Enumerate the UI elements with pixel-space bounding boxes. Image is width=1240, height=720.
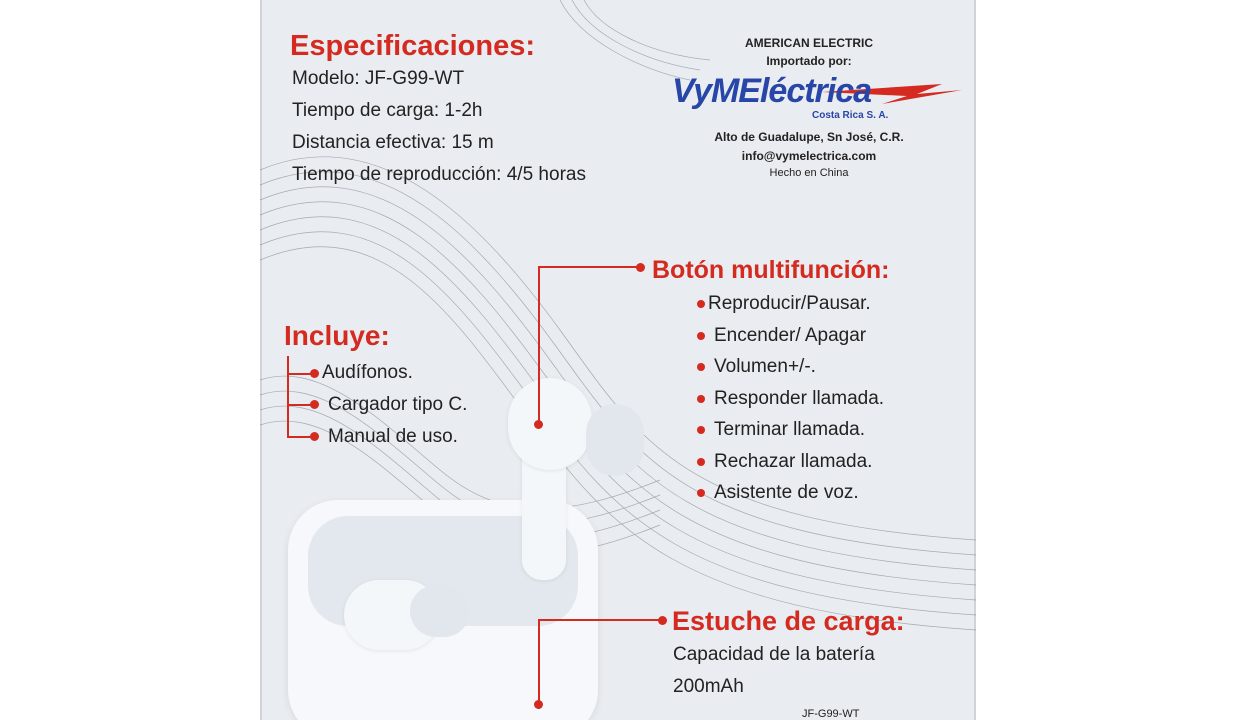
made-in-label: Hecho en China: [769, 167, 849, 179]
product-box-panel: [260, 0, 976, 720]
case-heading-dot: [658, 616, 667, 625]
includes-item-earbuds: Audífonos.: [322, 362, 413, 383]
importer-email: info@vymelectrica.com: [741, 149, 877, 163]
mfb-bullet-1: [697, 300, 705, 308]
mfb-bullet-3: [697, 363, 705, 371]
includes-connector-2: [287, 404, 311, 406]
logo-subtitle: Costa Rica S. A.: [812, 110, 889, 121]
mfb-bullet-6: [697, 458, 705, 466]
mfb-heading-dot: [636, 263, 645, 272]
mfb-bullet-5: [697, 426, 705, 434]
includes-connector-vertical: [287, 356, 289, 438]
mfb-bullet-4: [697, 395, 705, 403]
importer-label: Importado por:: [766, 54, 852, 68]
includes-connector-1: [287, 373, 311, 375]
mfb-item-answer-call: Responder llamada.: [714, 388, 885, 409]
mfb-item-voice-assistant: Asistente de voz.: [714, 482, 859, 503]
includes-connector-3: [287, 436, 311, 438]
logo-wordmark: VyMEléctrica: [672, 72, 872, 110]
includes-bullet-3: [310, 432, 319, 441]
mfb-item-power: Encender/ Apagar: [714, 325, 867, 346]
case-anchor-dot: [534, 700, 543, 709]
mfb-connector-vertical: [538, 266, 540, 426]
mfb-item-volume: Volumen+/-.: [714, 356, 816, 377]
specs-heading: Especificaciones:: [290, 30, 535, 62]
mfb-connector-horizontal: [538, 266, 640, 268]
spec-play-time: Tiempo de reproducción: 4/5 horas: [292, 164, 586, 185]
mfb-item-play-pause: Reproducir/Pausar.: [708, 293, 871, 314]
mfb-bullet-7: [697, 489, 705, 497]
earbud-tip-illustration: [586, 404, 644, 476]
mfb-item-end-call: Terminar llamada.: [714, 419, 865, 440]
importer-address: Alto de Guadalupe, Sn José, C.R.: [714, 130, 904, 144]
mfb-bullet-2: [697, 332, 705, 340]
importer-brand-line: AMERICAN ELECTRIC: [745, 36, 873, 50]
multifunction-heading: Botón multifunción:: [652, 256, 890, 284]
spec-model: Modelo: JF-G99-WT: [292, 68, 465, 89]
footer-model-code: JF-G99-WT: [802, 708, 860, 720]
includes-item-manual: Manual de uso.: [328, 426, 458, 447]
case-connector-vertical: [538, 619, 540, 709]
spec-charge-time: Tiempo de carga: 1-2h: [292, 100, 483, 121]
spec-distance: Distancia efectiva: 15 m: [292, 132, 494, 153]
case-battery-value: 200mAh: [673, 676, 744, 697]
case-heading: Estuche de carga:: [672, 606, 905, 636]
vym-electrica-logo: [672, 72, 962, 124]
includes-item-charger: Cargador tipo C.: [328, 394, 468, 415]
mfb-anchor-dot: [534, 420, 543, 429]
includes-bullet-1: [310, 369, 319, 378]
mfb-item-reject-call: Rechazar llamada.: [714, 451, 873, 472]
second-earbud-tip-illustration: [410, 585, 470, 637]
case-battery-label: Capacidad de la batería: [673, 644, 875, 665]
case-connector-horizontal: [538, 619, 662, 621]
includes-bullet-2: [310, 400, 319, 409]
includes-heading: Incluye:: [284, 320, 390, 351]
earbud-head-illustration: [508, 378, 592, 470]
